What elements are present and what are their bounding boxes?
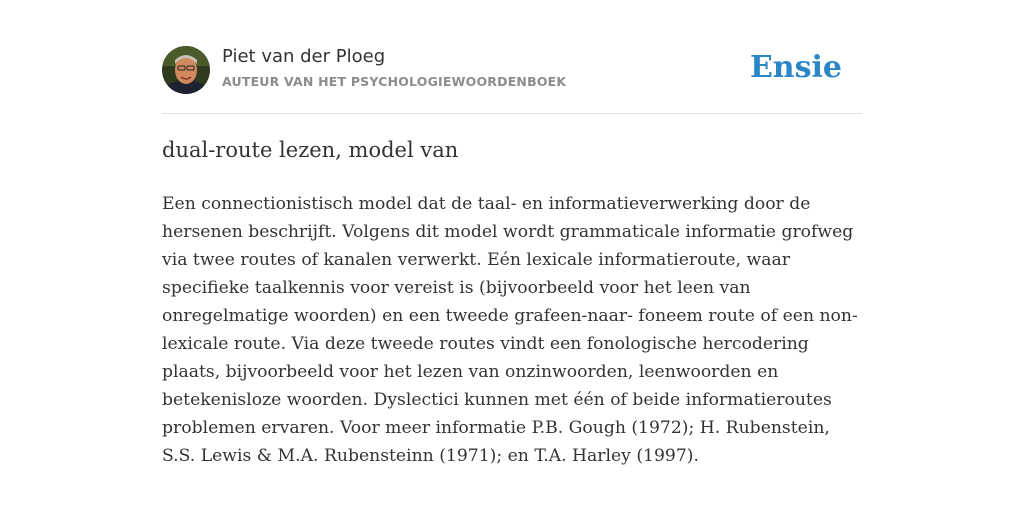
author-header [162,46,862,96]
ensie-logo[interactable]: Ensie [749,50,842,85]
author-avatar[interactable] [162,46,210,94]
author-name[interactable]: Piet van der Ploeg [222,46,386,67]
entry-title: dual-route lezen, model van [162,138,459,162]
author-role: AUTEUR VAN HET PSYCHOLOGIEWOORDENBOEK [222,74,567,89]
entry-card [162,46,862,466]
author-photo [162,46,210,94]
entry-body: Een connectionistisch model dat de taal- en informatieverwerking door de hersenen beschrijft. Volgens dit model wordt grammaticale informatie grofweg via twee routes of kanalen verwerkt. Eén lexicale informatieroute, waar specifieke taalkennis voor vereist is (bijvoorbeeld voor het leen van onregelmatige woorden) en een tweede grafeen-naar- foneem route of een non-lexicale route. Via deze tweede routes vindt een fonologische hercodering plaats, bijvoorbeeld voor het lezen van onzinwoorden, leenwoorden en betekenisloze woorden. Dyslectici kunnen met één of beide informatieroutes problemen ervaren. Voor meer informatie P.B. Gough (1972); H. Rubenstein, S.S. Lewis & M.A. Rubensteinn (1971); en T.A. Harley (1997). [162,194,858,466]
header-divider [162,113,862,114]
